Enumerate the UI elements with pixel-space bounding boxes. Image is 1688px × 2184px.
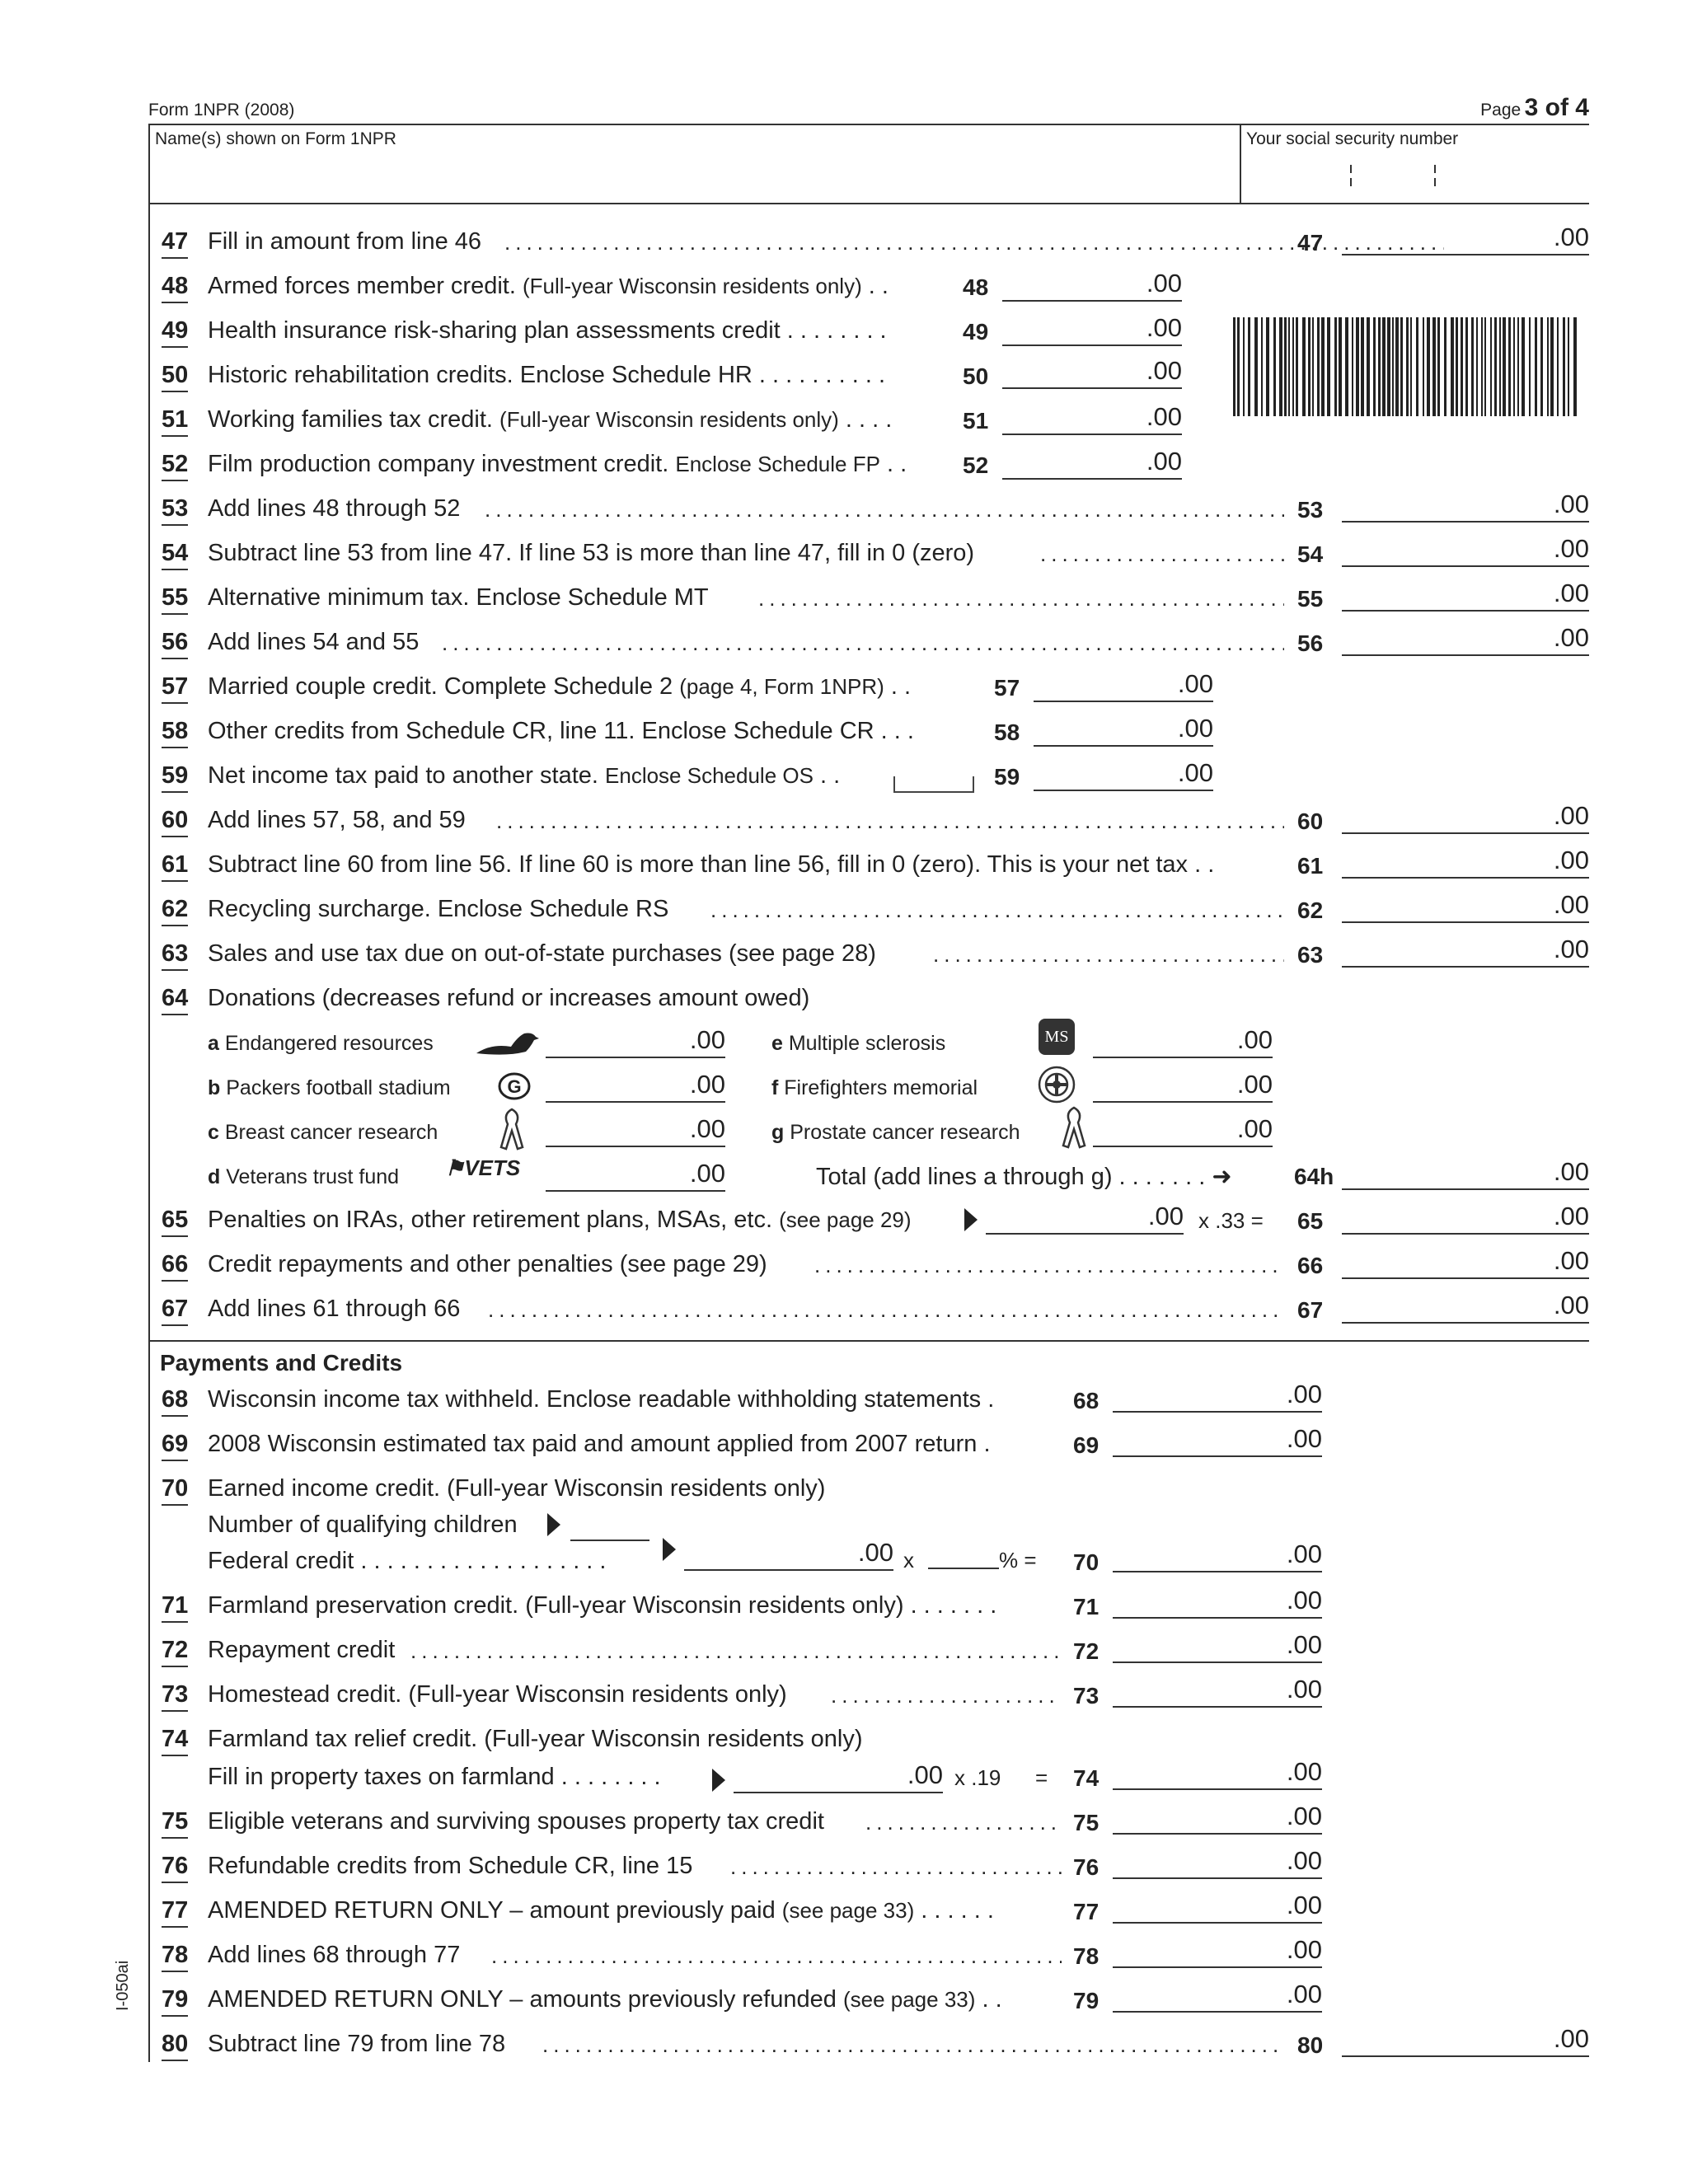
barcode-bar (1321, 317, 1325, 416)
line-50-amount[interactable]: .00 (1002, 356, 1182, 389)
line-48-amount[interactable]: .00 (1002, 269, 1182, 302)
barcode-bar (1288, 317, 1290, 416)
barcode (1231, 317, 1581, 418)
barcode-bar (1339, 317, 1342, 416)
barcode-bar (1373, 317, 1376, 416)
barcode-bar (1248, 317, 1250, 416)
line-73: 73 Homestead credit. (Full-year Wisconsin residents only) ..... 73 (158, 1681, 1104, 1714)
barcode-bar (1400, 317, 1403, 416)
barcode-bar (1423, 317, 1424, 416)
line-74-number: 74 (1073, 1765, 1100, 1791)
barcode-bar (1317, 317, 1320, 416)
barcode-bar (1484, 317, 1486, 416)
barcode-bar (1465, 317, 1468, 416)
barcode-bar (1387, 317, 1390, 416)
barcode-bar (1273, 317, 1276, 416)
ms-logo-icon: MS (1039, 1019, 1075, 1055)
donation-e-label: e Multiple sclerosis (771, 1032, 946, 1055)
line-65-penalty-amount[interactable]: .00 (986, 1202, 1184, 1235)
barcode-bar (1254, 317, 1258, 416)
line-47-amount[interactable]: .00 (1342, 223, 1589, 255)
barcode-bar (1392, 317, 1394, 416)
line-49-amount[interactable]: .00 (1002, 313, 1182, 346)
triangle-arrow-icon (547, 1513, 560, 1536)
barcode-bar (1522, 317, 1525, 416)
line-72: 72 Repayment credit ..... 72 (158, 1637, 1104, 1670)
barcode-bar (1378, 317, 1381, 416)
barcode-bar (1517, 317, 1519, 416)
barcode-bar (1508, 317, 1511, 416)
line-67: 67 Add lines 61 through 66 ..... 67 (158, 1296, 1329, 1329)
line-70-amount[interactable]: .00 (1113, 1540, 1322, 1572)
barcode-bar (1456, 317, 1458, 416)
packers-logo-icon (498, 1071, 531, 1101)
barcode-bar (1312, 317, 1314, 416)
ssn-field[interactable] (1246, 157, 1576, 198)
barcode-bar (1233, 317, 1236, 416)
line-63-amount[interactable]: .00 (1342, 935, 1589, 968)
form-name: Form 1NPR (2008) (148, 101, 295, 120)
donation-a-label: a Endangered resources (208, 1032, 434, 1055)
line-65-amount[interactable]: .00 (1342, 1202, 1589, 1235)
line-54: 54 Subtract line 53 from line 47. If line 53 is more than line 47, fill in 0 (zero) ..... 54 (158, 540, 1329, 573)
vets-logo-icon: ⚑VETS (445, 1155, 521, 1180)
line-74-property-tax-amount[interactable]: .00 (734, 1760, 943, 1793)
line-75: 75 Eligible veterans and surviving spouses property tax credit ..... 75 (158, 1808, 1104, 1841)
barcode-bar (1494, 317, 1497, 416)
barcode-bar (1302, 317, 1306, 416)
barcode-bar (1444, 317, 1447, 416)
line-74-sub-label: Fill in property taxes on farmland . . . . . . . . (208, 1764, 661, 1790)
barcode-bar (1547, 317, 1549, 416)
line-51-amount[interactable]: .00 (1002, 402, 1182, 435)
barcode-bar (1476, 317, 1478, 416)
barcode-bar (1557, 317, 1559, 416)
line-53-amount[interactable]: .00 (1342, 490, 1589, 523)
barcode-bar (1296, 317, 1298, 416)
barcode-bar (1451, 317, 1454, 416)
barcode-bar (1481, 317, 1483, 416)
line-57-amount[interactable]: .00 (1034, 669, 1213, 702)
barcode-bar (1284, 317, 1287, 416)
line-74-equals: = (1035, 1765, 1048, 1790)
barcode-bar (1540, 317, 1543, 416)
ribbon-icon (1060, 1104, 1088, 1151)
donation-b-label: b Packers football stadium (208, 1076, 451, 1099)
donation-b-amount[interactable]: .00 (546, 1070, 725, 1103)
line-60: 60 Add lines 57, 58, and 59 ..... 60 (158, 807, 1329, 840)
donation-g-label: g Prostate cancer research (771, 1121, 1020, 1144)
barcode-bar (1410, 317, 1412, 416)
line-70-children-label: Number of qualifying children (208, 1511, 518, 1538)
line-70-times: x (903, 1548, 914, 1572)
line-70-percent-field[interactable] (928, 1540, 999, 1569)
line-67-amount[interactable]: .00 (1342, 1291, 1589, 1324)
line-78-amount[interactable]: .00 (1113, 1935, 1322, 1968)
line-47: 47 Fill in amount from line 46 ..... 47 (158, 228, 1589, 261)
line-54-amount[interactable]: .00 (1342, 534, 1589, 567)
barcode-bar (1395, 317, 1399, 416)
line-79-amount[interactable]: .00 (1113, 1980, 1322, 2013)
line-60-amount[interactable]: .00 (1342, 801, 1589, 834)
barcode-bar (1550, 317, 1554, 416)
line-56-amount[interactable]: .00 (1342, 623, 1589, 656)
triangle-arrow-icon (712, 1769, 725, 1792)
barcode-bar (1327, 317, 1330, 416)
barcode-bar (1461, 317, 1463, 416)
barcode-bar (1416, 317, 1418, 416)
line-64h-amount[interactable]: .00 (1342, 1157, 1589, 1190)
line-61: 61 Subtract line 60 from line 56. If line 60 is more than line 56, fill in 0 (zero). This is your net tax . . 61 (158, 851, 1329, 884)
arrow-right-icon: ➜ (1212, 1164, 1232, 1190)
donation-e-amount[interactable]: .00 (1093, 1025, 1273, 1058)
donation-a-amount[interactable]: .00 (546, 1025, 725, 1058)
line-62: 62 Recycling surcharge. Enclose Schedule RS ..... 62 (158, 896, 1329, 929)
line-70-percent: % = (999, 1548, 1037, 1572)
line-68-amount[interactable]: .00 (1113, 1380, 1322, 1413)
line-70-number: 70 (1073, 1549, 1100, 1575)
donation-d-label: d Veterans trust fund (208, 1165, 400, 1188)
donation-f-label: f Firefighters memorial (771, 1076, 978, 1099)
barcode-bar (1261, 317, 1263, 416)
barcode-bar (1266, 317, 1269, 416)
line-80-amount[interactable]: .00 (1342, 2024, 1589, 2057)
line-61-amount[interactable]: .00 (1342, 846, 1589, 879)
line-76-amount[interactable]: .00 (1113, 1846, 1322, 1879)
barcode-bar (1513, 317, 1515, 416)
line-53: 53 Add lines 48 through 52 ..... 53 (158, 495, 1329, 528)
loon-icon (475, 1029, 541, 1057)
barcode-bar (1237, 317, 1240, 416)
line-65-multiplier: x .33 = (1198, 1208, 1264, 1233)
page-number: Page 3 of 4 (1480, 94, 1589, 121)
line-77-amount[interactable]: .00 (1113, 1891, 1322, 1924)
line-59-amount[interactable]: .00 (1034, 758, 1213, 791)
barcode-bar (1535, 317, 1537, 416)
barcode-bar (1573, 317, 1577, 416)
barcode-bar (1529, 317, 1531, 416)
line-58-amount[interactable]: .00 (1034, 714, 1213, 747)
line-56: 56 Add lines 54 and 55 ..... 56 (158, 629, 1329, 662)
barcode-bar (1243, 317, 1245, 416)
barcode-bar (1499, 317, 1501, 416)
side-code: I-050ai (114, 1960, 132, 2011)
line-80: 80 Subtract line 79 from line 78 ..... 80 (158, 2031, 1329, 2064)
barcode-bar (1361, 317, 1364, 416)
line-59-state-box[interactable] (893, 776, 974, 793)
barcode-bar (1406, 317, 1409, 416)
barcode-bar (1345, 317, 1348, 416)
line-71-amount[interactable]: .00 (1113, 1586, 1322, 1619)
barcode-bar (1382, 317, 1386, 416)
donation-total-label: Total (add lines a through g) . . . . . . . ➜ (816, 1164, 1232, 1190)
ribbon-icon (498, 1106, 526, 1152)
barcode-bar (1308, 317, 1311, 416)
line-75-amount[interactable]: .00 (1113, 1802, 1322, 1835)
barcode-bar (1352, 317, 1353, 416)
names-field[interactable] (155, 157, 1226, 198)
line-72-amount[interactable]: .00 (1113, 1630, 1322, 1663)
donation-d-amount[interactable]: .00 (546, 1159, 725, 1192)
donation-c-label: c Breast cancer research (208, 1121, 438, 1144)
barcode-bar (1437, 317, 1440, 416)
line-52-amount[interactable]: .00 (1002, 447, 1182, 480)
line-78: 78 Add lines 68 through 77 ..... 78 (158, 1942, 1104, 1975)
barcode-bar (1432, 317, 1436, 416)
barcode-bar (1427, 317, 1430, 416)
line-76: 76 Refundable credits from Schedule CR, line 15 ..... 76 (158, 1853, 1104, 1886)
line-55-amount[interactable]: .00 (1342, 579, 1589, 612)
triangle-arrow-icon (663, 1538, 676, 1561)
line-70-children-field[interactable] (570, 1516, 649, 1541)
line-73-amount[interactable]: .00 (1113, 1675, 1322, 1708)
line-55: 55 Alternative minimum tax. Enclose Schedule MT ..... 55 (158, 584, 1329, 617)
triangle-arrow-icon (964, 1208, 978, 1231)
line-70-federal-label: Federal credit . . . . . . . . . . . . . . . . . . . (208, 1548, 607, 1574)
firefighter-emblem-icon (1037, 1065, 1076, 1104)
barcode-bar (1367, 317, 1370, 416)
barcode-bar (1471, 317, 1474, 416)
payments-section-title: Payments and Credits (160, 1350, 403, 1376)
line-74-amount[interactable]: .00 (1113, 1757, 1322, 1790)
donation-g-amount[interactable]: .00 (1093, 1114, 1273, 1147)
names-label: Name(s) shown on Form 1NPR (155, 129, 396, 148)
barcode-bar (1334, 317, 1337, 416)
barcode-bar (1503, 317, 1506, 416)
ssn-label: Your social security number (1246, 129, 1459, 148)
line-64h-number: 64h (1294, 1164, 1334, 1189)
barcode-bar (1490, 317, 1492, 416)
barcode-bar (1356, 317, 1359, 416)
line-66: 66 Credit repayments and other penalties (see page 29) ..... 66 (158, 1251, 1329, 1284)
donation-c-amount[interactable]: .00 (546, 1114, 725, 1147)
barcode-bar (1568, 317, 1569, 416)
svg-text:G: G (507, 1076, 522, 1097)
line-66-amount[interactable]: .00 (1342, 1246, 1589, 1279)
line-65-number: 65 (1297, 1208, 1324, 1234)
line-70-federal-amount[interactable]: .00 (684, 1538, 893, 1571)
line-74-multiplier: x .19 (954, 1765, 1001, 1790)
barcode-bar (1563, 317, 1565, 416)
barcode-bar (1279, 317, 1282, 416)
barcode-bar (1292, 317, 1294, 416)
line-63: 63 Sales and use tax due on out-of-state purchases (see page 28) ..... 63 (158, 940, 1329, 973)
line-69-amount[interactable]: .00 (1113, 1424, 1322, 1457)
line-62-amount[interactable]: .00 (1342, 890, 1589, 923)
donation-f-amount[interactable]: .00 (1093, 1070, 1273, 1103)
